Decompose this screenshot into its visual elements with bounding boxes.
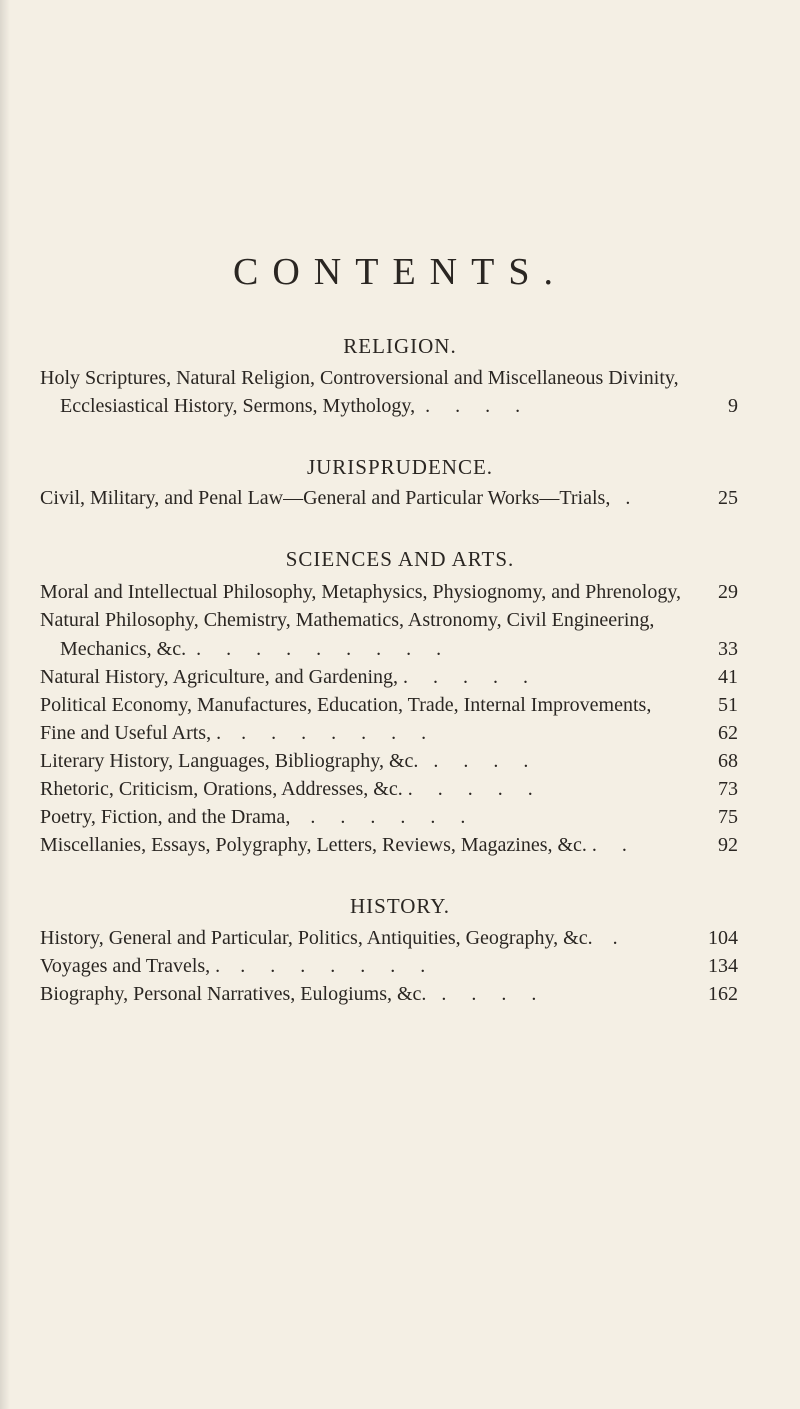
toc-page-number: 104 [708, 927, 738, 949]
toc-entry: Natural Philosophy, Chemistry, Mathematics, Astronomy, Civil Engineering, [40, 609, 655, 631]
toc-entry: Mechanics, &c. . . . . . . . . . [60, 638, 442, 660]
toc-entry: Literary History, Languages, Bibliography, &c. . . . . [40, 750, 529, 772]
toc-entry: Holy Scriptures, Natural Religion, Controversional and Miscellaneous Divinity, [40, 367, 679, 389]
toc-entry: Ecclesiastical History, Sermons, Mythology, . . . . [60, 395, 521, 417]
toc-entry: Moral and Intellectual Philosophy, Metaphysics, Physiognomy, and Phrenology, [40, 581, 682, 603]
toc-page-number: 51 [718, 694, 738, 716]
toc-page-number: 134 [708, 955, 738, 977]
section-heading-history: HISTORY. [349, 894, 450, 918]
toc-entry: Miscellanies, Essays, Polygraphy, Letters, Reviews, Magazines, &c. . . [40, 834, 627, 856]
toc-page-number: 25 [718, 487, 738, 509]
toc-page-number: 29 [718, 581, 738, 603]
toc-entry: Rhetoric, Criticism, Orations, Addresses, &c. . . . . . [40, 778, 533, 800]
toc-page-number: 75 [718, 806, 738, 828]
toc-entry: Voyages and Travels, . . . . . . . . [40, 955, 426, 977]
toc-page-number: 68 [718, 750, 738, 772]
toc-entry: Biography, Personal Narratives, Eulogiums, &c. . . . . [40, 983, 537, 1005]
section-heading-jurisprudence: JURISPRUDENCE. [306, 455, 494, 479]
toc-page-number: 9 [728, 395, 738, 417]
section-heading-sciences-and-arts: SCIENCES AND ARTS. [285, 547, 515, 571]
page-edge-shadow [0, 0, 10, 1409]
toc-entry: Fine and Useful Arts, . . . . . . . . [40, 722, 427, 744]
toc-entry: Natural History, Agriculture, and Gardening, . . . . . [40, 666, 529, 688]
toc-page-number: 162 [708, 983, 738, 1005]
toc-entry: Political Economy, Manufactures, Education, Trade, Internal Improvements, [40, 694, 652, 716]
toc-entry: History, General and Particular, Politics, Antiquities, Geography, &c. . [40, 927, 618, 949]
toc-page-number: 62 [718, 722, 738, 744]
toc-page-number: 33 [718, 638, 738, 660]
toc-page-number: 92 [718, 834, 738, 856]
page-title: CONTENTS. [233, 251, 567, 293]
toc-entry: Poetry, Fiction, and the Drama, . . . . . . [40, 806, 466, 828]
toc-page-number: 41 [718, 666, 738, 688]
section-heading-religion: RELIGION. [343, 334, 457, 358]
toc-entry: Civil, Military, and Penal Law—General and Particular Works—Trials, . [40, 487, 631, 509]
toc-page-number: 73 [718, 778, 738, 800]
